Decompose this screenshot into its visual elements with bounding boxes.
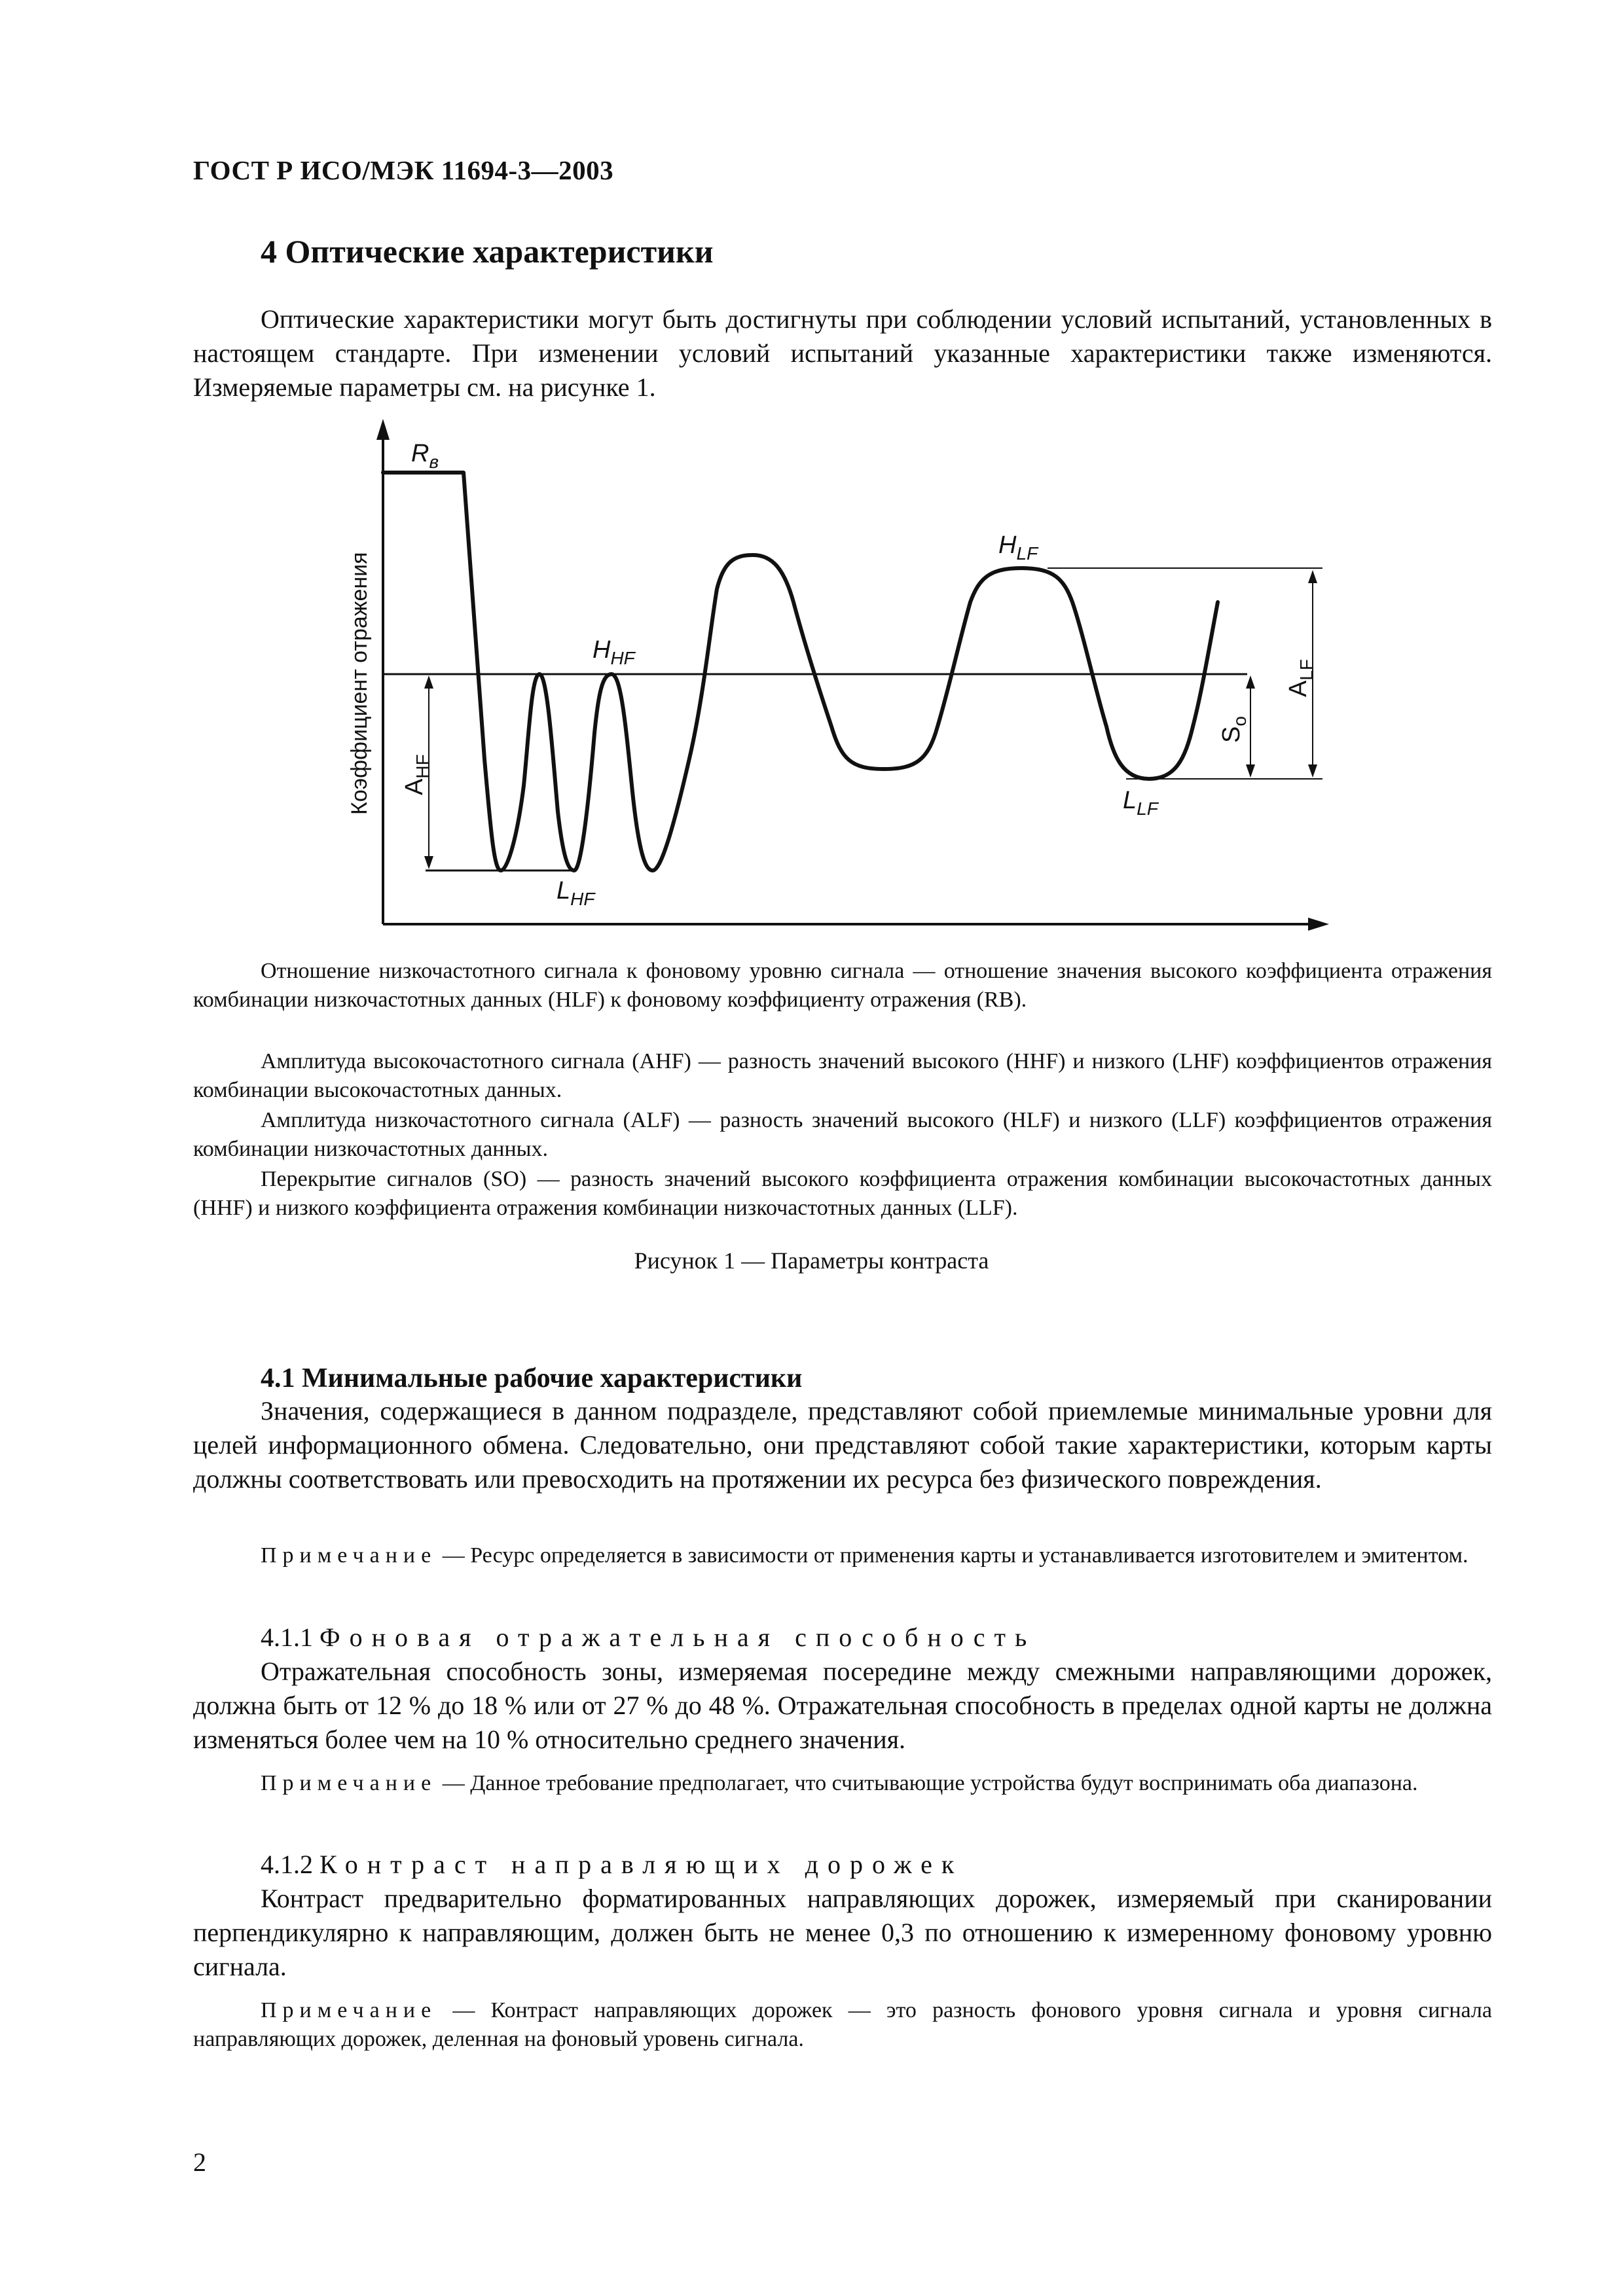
note-lead: Примечание [261, 1543, 437, 1568]
subsection-number: 4.1.2 [261, 1850, 319, 1879]
page-number: 2 [193, 2147, 206, 2177]
subsection-heading [261, 1849, 963, 1880]
hhf-label: H [593, 636, 611, 664]
note-text: — Данное требование предполагает, что считывающие устройства будут воспринимать оба диапазона. [437, 1771, 1418, 1795]
figure-definition: Амплитуда низкочастотного сигнала (ALF) — разность значений высокого (HLF) и низкого (LLF) коэффициентов отражения комбинации низкочастотных данных. [193, 1108, 1492, 1161]
subsection-heading [261, 1622, 1036, 1653]
svg-text:LHF: $L_{HF}$ [556, 877, 595, 909]
lhf-label: L [556, 877, 571, 905]
svg-text:HHF: $H_{HF}$ [593, 636, 635, 668]
note-text: — Контраст направляющих дорожек — это разность фонового уровня сигнала и уровня сигнала направляющих дорожек, деленная на фоновый уровень сигнала. [193, 1998, 1492, 2051]
section-title: 4 Оптические характеристики [261, 233, 714, 270]
note-text: — Ресурс определяется в зависимости от применения карты и устанавливается изготовителем и эмитентом. [437, 1543, 1468, 1568]
svg-text:LLF: $L_{LF}$ [1123, 787, 1158, 819]
svg-text:HLF: $H_{LF}$ [998, 531, 1038, 564]
subsection-heading-text: Контраст направляющих дорожек [319, 1850, 964, 1879]
figure-caption: Рисунок 1 — Параметры контраста [634, 1247, 989, 1274]
document-header: ГОСТ Р ИСО/МЭК 11694-3—2003 [193, 155, 614, 185]
svg-text:Rв: $R_в$ [411, 440, 439, 472]
subsection-text: Отражательная способность зоны, измеряемая посередине между смежными направляющими дорожек, должна быть от 12 % до 18 % или от 27 % до 48 %. Отражательная способность в пределах одной карты не должна изменяться более чем на 10 % относительно среднего значения. [193, 1657, 1492, 1754]
x-axis-arrow [1308, 918, 1329, 931]
note [193, 1996, 1492, 2054]
subsection-number: 4.1.1 [261, 1623, 319, 1652]
ahf-label: A [401, 778, 428, 795]
figure-definition: Амплитуда высокочастотного сигнала (AHF) — разность значений высокого (HHF) и низкого (LHF) коэффициентов отражения комбинации высокочастотных данных. [193, 1049, 1492, 1102]
figure-definition: Перекрытие сигналов (SO) — разность значений высокого коэффициента отражения комбинации высокочастотных данных (HHF) и низкого коэффициента отражения комбинации низкочастотных данных (LLF). [193, 1167, 1492, 1220]
svg-text:ALF: $A_{LF}$ [1285, 658, 1317, 697]
note-lead: Примечание [261, 1998, 437, 2022]
llf-label: L [1123, 787, 1137, 814]
hlf-label: H [998, 531, 1017, 559]
subsection-heading-text: Фоновая отражательная способность [319, 1623, 1036, 1652]
ahf-arrow-top [424, 675, 433, 689]
alf-arrow-top [1308, 570, 1317, 583]
contrast-figure [0, 0, 1623, 982]
note [193, 1769, 1492, 1798]
rb-label: R [411, 440, 429, 467]
alf-arrow-bottom [1308, 764, 1317, 778]
subsection-title: 4.1 Минимальные рабочие характеристики [261, 1363, 803, 1393]
subsection-text: Значения, содержащиеся в данном подразделе, представляют собой приемлемые минимальные уровни для целей информационного обмена. Следовательно, они представляют собой такие характеристики, которым карты должны соответствовать или превосходить на протяжении их ресурса без физического повреждения. [193, 1396, 1492, 1494]
so-arrow-bottom [1246, 764, 1255, 778]
svg-text:AHF: $A_{HF}$ [401, 754, 433, 795]
svg-text:So: $S_o$ [1218, 716, 1250, 743]
section-intro: Оптические характеристики могут быть достигнуты при соблюдении условий испытаний, установленных в настоящем стандарте. При изменении условий испытаний указанные характеристики также изменяются. Измеряемые параметры см. на рисунке 1. [193, 304, 1492, 402]
y-axis-arrow [376, 419, 390, 440]
reflectance-curve [383, 473, 1218, 870]
subsection-text: Контраст предварительно форматированных направляющих дорожек, измеряемый при сканировании перпендикулярно к направляющим, должен быть не менее 0,3 по отношению к измеренному фоновому уровню сигнала. [193, 1884, 1492, 1981]
so-arrow-top [1246, 675, 1255, 689]
note [193, 1541, 1492, 1570]
alf-label: A [1285, 680, 1312, 697]
ahf-arrow-bottom [424, 856, 433, 869]
y-axis-label: Коэффициент отражения [347, 552, 372, 815]
so-label: S [1218, 726, 1245, 743]
figure-definition: Отношение низкочастотного сигнала к фоновому уровню сигнала — отношение значения высокого коэффициента отражения комбинации низкочастотных данных (HLF) к фоновому коэффициенту отражения (RB). [193, 959, 1492, 1012]
note-lead: Примечание [261, 1771, 437, 1795]
